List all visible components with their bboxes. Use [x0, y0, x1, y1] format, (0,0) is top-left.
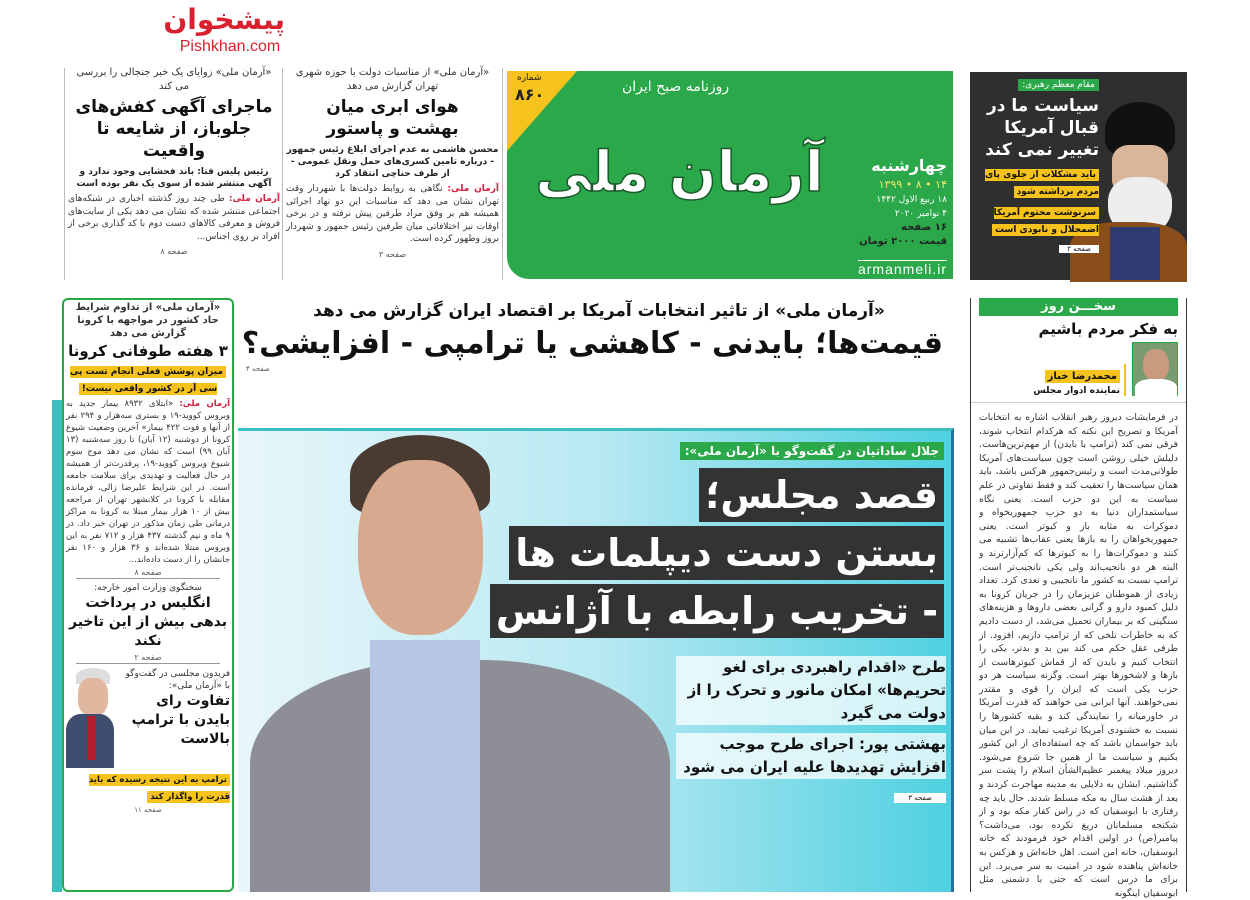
page-count: ۱۶ صفحه	[901, 222, 947, 233]
page-ref[interactable]: صفحه ۸	[160, 247, 188, 256]
author-role: نماینده ادوار مجلس	[1033, 386, 1120, 396]
leader-highlight-1: باید مشکلات از جلوی پای مردم برداشته شود	[984, 170, 1099, 197]
england-kicker: سخنگوی وزارت امور خارجه:	[94, 583, 202, 593]
story-subhead: رئیس پلیس فتا: باند فحشایی وجود ندارد و آگهی منتشر شده از سوی یک نفر بوده است	[76, 167, 272, 189]
watermark-url: Pishkhan.com	[179, 38, 281, 55]
top-left-story[interactable]	[68, 66, 280, 257]
price: قیمت ۲۰۰۰ تومان	[859, 236, 947, 247]
page-ref[interactable]: صفحه ۲	[76, 652, 220, 664]
story-subhead: محسن هاشمی به عدم اجرای ابلاغ رئیس جمهور - درباره تامین کسری‌های حمل ونقل عمومی - از طرف حناچی انتقاد کرد	[286, 145, 499, 179]
story-text: نگاهی به روابط دولت‌ها با شهردار وقت تهران نشان می دهد که مناسبات این دو نهاد اجرائی همیشه هم بر وفق مراد طرفین پیش نرفته و در برخی اوقات نیز اختلافاتی میان طرفین رئیس جمهور و شهردار بروز وظهور کرده است.	[286, 184, 499, 244]
majlesi-highlight: ترامپ به این نتیجه رسیده که باید قدرت را واگذار کند	[88, 775, 230, 802]
corona-body	[66, 398, 230, 566]
england-story[interactable]	[66, 582, 230, 664]
leader-box[interactable]	[970, 72, 1187, 280]
feature-headline-line: بستن دست دیپلمات ها	[509, 526, 944, 580]
top-middle-story[interactable]	[286, 66, 499, 260]
feature-sub-2: بهشتی پور: اجرای طرح موجب افزایش تهدیدها علیه ایران می شود	[676, 733, 946, 779]
story-kicker: «آرمان ملی» از مناسبات دولت با حوزه شهری تهران گزارش می دهد	[295, 67, 490, 92]
author-name: محمدرضا خباز	[1033, 364, 1120, 383]
majlesi-headline[interactable]: تفاوت رای بایدن با ترامپ بالاست	[131, 693, 230, 747]
corona-box[interactable]	[66, 301, 230, 579]
story-source: آرمان ملی:	[447, 184, 500, 194]
main-kicker: «آرمان ملی» از تاثیر انتخابات آمریکا بر اقتصاد ایران گزارش می دهد	[313, 301, 885, 321]
page-ref[interactable]: صفحه ۳	[378, 249, 407, 259]
feature-headline-line: قصد مجلس؛	[699, 468, 944, 522]
leader-text	[974, 75, 1099, 254]
corona-source: آرمان ملی:	[179, 399, 230, 409]
story-body	[68, 193, 280, 243]
feature-subs	[676, 656, 946, 804]
feature-headline[interactable]	[490, 468, 944, 638]
left-sidebar-teal	[52, 400, 62, 892]
weekday: چهارشنبه	[871, 156, 947, 175]
corona-text: «ابتلای ۸۹۳۲ بیمار جدید به ویروس کووید-۱۹ و بستری سه‌هزار و ۲۹۴ نفر از آنها و فوت ۴۲۲ بیمار» آخرین وضعیت شیوع کرونا از دوشنبه (۱۲ آبان) تا روز سه‌شنبه (۱۳ آبان ۹۹) است که نشان می دهد موج سوم شیوع ویروس کووید-۱۹، پرقدرت‌تر از همیشه در حال فعالیت و تهدیدی برای سلامت جامعه است. در این شرایط علیرضا زالی، فرمانده مقابله با کرونا در کلانشهر تهران از مراجعه بیش از ۱۰ هزار بیمار مبتلا به کرونا به مراکز درمانی طی زمان مذکور در تهران خبر داد. در ۹ ماه و نیم گذشته ۴۳۷ هزار و ۷۱۲ نفر به این ویروس مبتلا شده‌اند و ۳۶ هزار و ۱۶۰ نفر جانشان را از دست داده‌اند...	[66, 399, 230, 565]
story-headline[interactable]: ماجرای آگهی کفش‌های جلوباز، از شایعه تا واقعیت	[75, 97, 273, 161]
feature-label: جلال ساداتیان در گفت‌وگو با «آرمان ملی»:	[680, 442, 944, 460]
corona-headline[interactable]: ۳ هفته طوفانی کرونا	[68, 342, 228, 360]
story-kicker: «آرمان ملی» زوایای یک خبر جنجالی را بررسی می کند	[76, 67, 272, 92]
england-headline[interactable]: انگلیس در پرداخت بدهی بیش از این تاخیر نکند	[68, 595, 227, 649]
feature-headline-line: - تخریب رابطه با آژانس	[490, 584, 944, 638]
date-gregorian: ۴ نوامبر ۲۰۲۰	[894, 209, 947, 219]
page-ref[interactable]: صفحه ۳	[676, 789, 946, 804]
main-headline-block[interactable]	[240, 298, 958, 374]
tagline: روزنامه صبح ایران	[622, 79, 730, 95]
corona-highlight: میزان پوشش فعلی انجام تست پی سی آر در کشور واقعی نیست!	[66, 362, 230, 396]
page-ref[interactable]: صفحه ۸	[76, 567, 220, 579]
editorial-title[interactable]: به فکر مردم باشیم	[1038, 320, 1178, 338]
story-source: آرمان ملی:	[228, 194, 280, 204]
main-headline[interactable]: قیمت‌ها؛ بایدنی - کاهشی یا ترامپی - افزایشی؟	[241, 326, 943, 361]
editorial-section-header	[979, 298, 1178, 316]
editorial-column[interactable]	[970, 298, 1187, 899]
feature-sub-1: طرح «اقدام راهبردی برای لغو تحریم‌ها» امکان مانور و تحرک را از دولت می گیرد	[676, 656, 946, 725]
story-text: طی چند روز گذشته اخباری در شبکه‌های اجتماعی منتشر شده که نشان می دهد یکی از سایت‌های فروش و معرفی کالاهای دست دوم با کد گذاری برخی از افراد بر روی اجناس...	[68, 194, 280, 242]
leader-highlight-2: سرنوشت محتوم آمریکا اضمحلال و نابودی است	[993, 208, 1099, 235]
corona-kicker: «آرمان ملی» از تداوم شرایط حاد کشور در مواجهه با کرونا گزارش می دهد	[75, 302, 221, 339]
author-photo	[1132, 342, 1178, 396]
issue-number: ۸۶۰	[515, 85, 545, 104]
issue-label: شماره	[517, 73, 542, 83]
watermark-logo: پیشخوان	[163, 3, 285, 36]
page-ref[interactable]: صفحه ۴	[246, 365, 270, 373]
page-ref[interactable]: صفحه ۱۱	[134, 806, 162, 814]
website[interactable]: armanmeli.ir	[857, 261, 947, 277]
page-ref[interactable]: صفحه ۲	[974, 241, 1099, 254]
majlesi-photo	[66, 668, 114, 768]
editorial-body: در فرمایشات دیروز رهبر انقلاب اشاره به انتخابات آمریکا و تصریح این نکته که هرکدام انتخاب شوند، فرقی نمی کند (ترامپ یا بایدن) از مهم‌ترین‌هاست. دلیلش خیلی روشن است چون سیاست‌های آمریکا طولانی‌مدت است و رئیس‌جمهور هرکس باشد، باید همان سیاست‌ها را تعقیب کند و فقط تفاوتی در علم سیاست به این دو حزب است. یعنی نگاه سیاستمداران دنیا به دو حزب جمهوریخواه و دموکرات به مثابه باز و کبوتر است. یعنی جمهوریخواهان را به بازها یعنی عقاب‌ها تشبیه می کنند و دموکرات‌ها را به کبوترها که کم‌آزارترند و البته هر دو نانجیب‌اند ولی یکی نانجیب‌تر است. ترامپ نسبت به کشور ما نانجیبی و تعدی کرد. تعداد زیادی از هموطنان عزیزمان را در جریان کرونا به دلیل کمبود دارو و گرانی بعضی داروها و هزینه‌های سنگینی که بر بیماران تحمیل می‌شد، از دست دادیم که به خاطرات تلخی که از ترامپ داریم، افزود. از طرفی عقل حکم می کند بین بد و بدتر، یکی را انتخاب کنیم و بایدن که از قماش کبوترهاست از بازها و لاشخورها بهتر است. وگرنه سیاست هر دو حزب یکی است که ایران را قوی و مقتدر نمی‌خواهند. آنها ایرانی می خواهند که قدرت آمریکا در خاورمیانه را نمایندگی کند و بقیه کشورها را نسبت به خشنودی آمریکا ترغیب نماید. در این میان باید حواسمان باشد که چه استفاده‌ای از این کشور بکنیم و سیاست ما از همین جا شروع می‌شود. دیروز میلاد پیغمبر عظیم‌الشأن اسلام را پشت سر گذاشتیم. ایشان به دلایلی به مدینه مهاجرت کردند و بعد از هشت سال به مکه مسلط شدند. حال باید چه رفتاری با ابوسفیان که در راس کفار مکه بود و از شکنجه مسلمانان دریغ نکرده بود، می‌داشت؟ پیامبر(ص) در اولین اقدام خود فرمودند که خانه ابوسفیان، خانه امن است. اهل خانه‌اش و هرکس به خانه‌اش پناهنده شود در امنیت به سر می‌برد. این برای ما درس است که حتی با دشمنی مثل ابوسفیان اینگونه	[971, 402, 1186, 892]
majlesi-story[interactable]	[66, 668, 230, 815]
story-body	[286, 183, 499, 246]
logo: آرمان ملی	[535, 140, 824, 205]
story-headline[interactable]: هوای ابری میان بهشت و پاستور	[326, 97, 459, 139]
masthead	[507, 71, 953, 279]
date-solar: ۱۴ • ۸ • ۱۳۹۹	[878, 178, 947, 191]
leader-label: مقام معظم رهبری:	[974, 75, 1099, 92]
pishkhan-watermark	[163, 2, 285, 56]
majlesi-kicker: فریدون مجلسی در گفت‌وگو با «آرمان ملی»:	[125, 669, 230, 691]
date-lunar: ۱۸ ربیع الاول ۱۴۴۲	[876, 195, 947, 205]
leader-headline[interactable]: سیاست ما در قبال آمریکا تغییر نمی کند	[985, 96, 1099, 160]
section-title: سخـــن روز	[1041, 299, 1116, 314]
left-sidebar-content	[66, 301, 230, 815]
date-block	[847, 155, 947, 249]
